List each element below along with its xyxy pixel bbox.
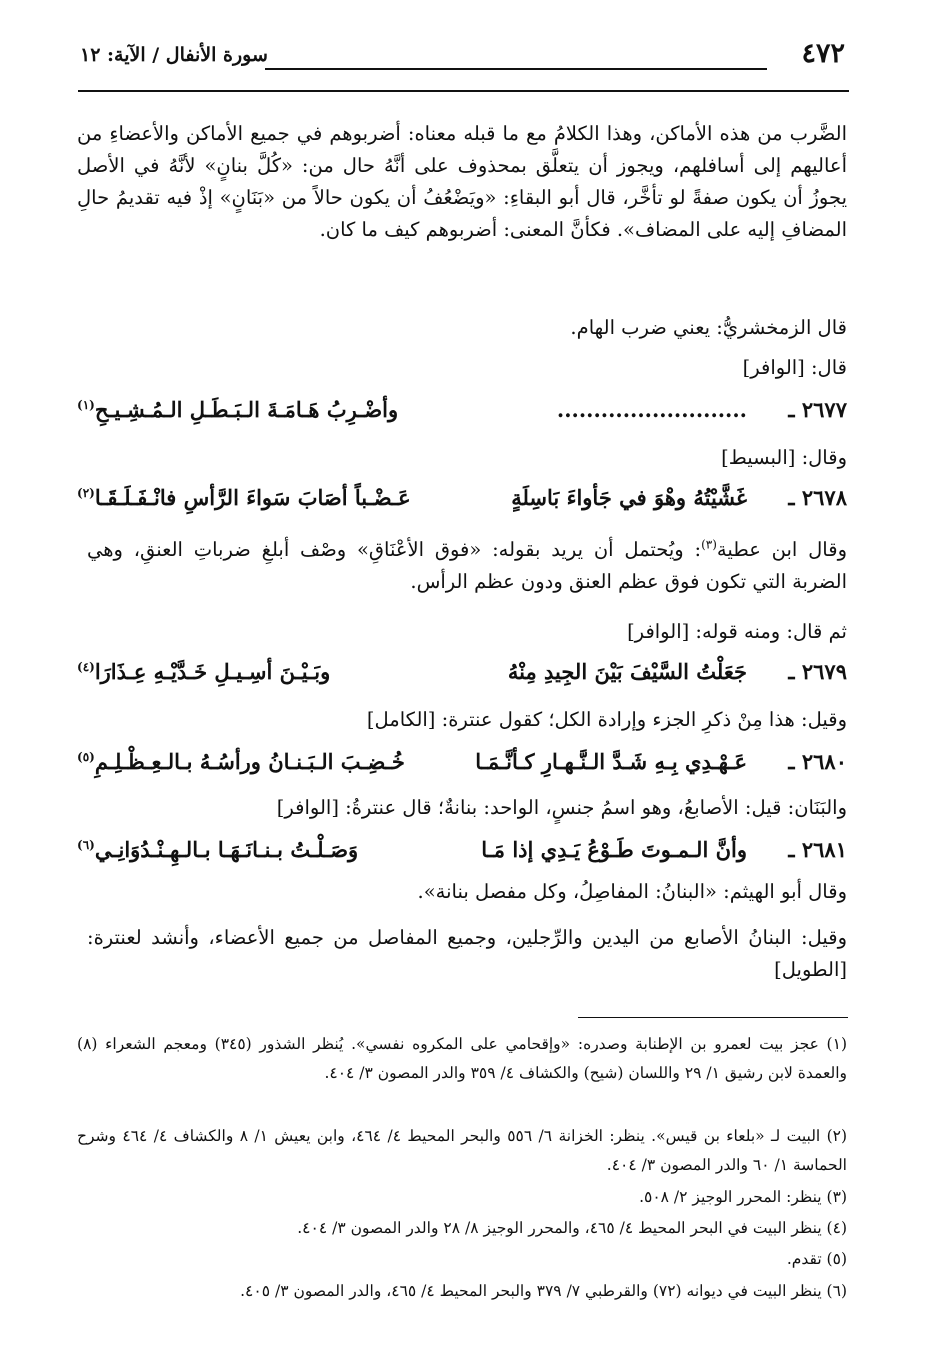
verse-first-hemistich: جَعَلْتُ السَّيْفَ بَيْنَ الجِيدِ مِنْهُ	[507, 659, 747, 684]
paragraph-5	[87, 534, 847, 598]
verse-second-hemistich	[77, 652, 330, 692]
footnote-separator	[578, 1017, 848, 1018]
verse-first-hemistich: ..........................	[556, 397, 747, 422]
paragraph-3: قال: [الوافر]	[742, 356, 847, 379]
verse-first-hemistich: وأنَّ الـمـوتَ طَـوْعُ يَـدِي إذا مَـا	[481, 837, 747, 862]
sura-heading: سورة الأنفال / الآية: ١٢	[80, 44, 268, 66]
verse-2680	[77, 742, 847, 782]
paragraph-4: وقال: [البسيط]	[721, 446, 847, 469]
verse-2681	[77, 830, 847, 870]
verse-second-hemistich	[77, 830, 358, 870]
verse-number: ٢٦٨١ ـ	[788, 837, 847, 862]
verse-first-hemistich: غَشَّيْتُهُ وهْوَ في جَأواءَ بَاسِلَةٍ	[511, 485, 747, 510]
verse-second-hemistich	[77, 390, 398, 430]
verse-second-hemistich	[77, 742, 405, 782]
footnote-ref: (٣)	[701, 537, 717, 552]
footnote-4: (٤) ينظر البيت في البحر المحيط ٤/ ٤٦٥، والمحرر الوجيز ٨/ ٢٨ والدر المصون ٣/ ٤٠٤.	[297, 1219, 847, 1237]
verse-text: وبَـيْـنَ أسِـيـلِ خَـدَّيْـهِ عِـذَارَا	[94, 659, 331, 684]
verse-second-hemistich	[77, 478, 411, 518]
footnote-3: (٣) ينظر: المحرر الوجيز ٢/ ٥٠٨.	[639, 1188, 847, 1206]
verse-2678	[77, 478, 847, 518]
footnote-ref: (٢)	[77, 486, 95, 500]
paragraph-10: وقيل: البنانُ الأصابع من اليدين والرِّجلين، وجميع المفاصل من جميع الأعضاء، وأنشد لعنترة: [الطويل]	[87, 926, 847, 981]
paragraph-5-rest: : ويُحتمل أن يريد بقوله: «فوق الأعْنَاقِ» وصْف أبلغِ ضرباتِ العنقِ، وهي الضربة التي تكون فوق عظم العنق ودون عظم الرأس.	[87, 538, 847, 593]
page-number: ٤٧٢	[801, 38, 845, 69]
verse-first-hemistich: عَـهْـدِي بِـهِ شَـدَّ الـنَّـهـارِ كـأنَّـمَـا	[475, 749, 747, 774]
verse-number: ٢٦٨٠ ـ	[788, 749, 847, 774]
verse-text: خُـضِـبَ الـبَـنـانُ ورأسُـهُ بـالـعِـظْـلِـمِ	[94, 749, 405, 774]
verse-2677	[77, 390, 847, 430]
verse-text: عَـضْـباً أصَابَ سَواءَ الرَّأسِ فانْـفَـلَـقَـا	[94, 485, 411, 510]
paragraph-1: الضَّرب من هذه الأماكن، وهذا الكلامُ مع ما قبله معناه: أضربوهم في جميع الأماكن والأعضاءِ من أعاليهم إلى أسافلهم، ويجوز أن يتعلَّق بمحذوف على أنَّهُ حال من: «كُلَّ بنانٍ» لأنَّهُ في الأصل يجوزُ أن يكون صفةً لو تأخَّر، قال أبو البقاءِ: «ويَضْعُفُ أن يكون حالاً من «بَنَانٍ» إذْ فيه تقديمُ حالِ المضافِ إليه على المضاف». فكأنَّ المعنى: أضربوهم كيف ما كان.	[77, 122, 847, 241]
footnote-ref: (٤)	[77, 660, 95, 674]
paragraph-9: وقال أبو الهيثم: «البنانُ: المفاصِلُ، وكل مفصل بنانة».	[417, 880, 847, 903]
verse-number: ٢٦٧٧ ـ	[788, 397, 847, 422]
verse-text: وَصَـلْـتُ بـنـانَـهَـا بـالـهِـنْـدُوَانِـي	[94, 837, 359, 862]
header-rule	[78, 90, 849, 92]
footnote-5: (٥) تقدم.	[786, 1250, 847, 1268]
footnote-ref: (١)	[77, 398, 95, 412]
footnote-ref: (٦)	[77, 838, 95, 852]
verse-number: ٢٦٧٨ ـ	[788, 485, 847, 510]
paragraph-6: ثم قال: ومنه قوله: [الوافر]	[627, 620, 847, 643]
footnote-ref: (٥)	[77, 750, 95, 764]
paragraph-8: والبَنَان: قيل: الأصابعُ، وهو اسمُ جنسٍ، الواحد: بنانةٌ؛ قال عنترةُ: [الوافر]	[276, 796, 847, 819]
header-line	[265, 68, 767, 70]
paragraph-7: وقيل: هذا مِنْ ذكرِ الجزء وإرادة الكل؛ كقول عنترة: [الكامل]	[366, 708, 847, 731]
verse-text: وأضْـرِبُ هَـامَـةَ الـبَـطَـلِ الـمُـشِـيـحِ	[94, 397, 399, 422]
footnote-6: (٦) ينظر البيت في ديوانه (٧٢) والقرطبي ٧/ ٣٧٩ والبحر المحيط ٤/ ٤٦٥، والدر المصون ٣/ ٤٠٥.	[240, 1282, 847, 1300]
footnote-2: (٢) البيت لـ «بلعاء بن قيس». ينظر: الخزانة ٦/ ٥٥٦ والبحر المحيط ٤/ ٤٦٤، وابن يعيش ١/ ٨ والكشاف ٤/ ٤٦٤ وشرح الحماسة ١/ ٦٠ والدر المصون ٣/ ٤٠٤.	[77, 1127, 848, 1174]
verse-number: ٢٦٧٩ ـ	[788, 659, 847, 684]
paragraph-5-start: وقال ابن عطية	[716, 538, 847, 561]
verse-2679	[77, 652, 847, 692]
paragraph-2: قال الزمخشريُّ: يعني ضرب الهام.	[570, 316, 847, 339]
footnote-1: (١) عجز بيت لعمرو بن الإطنابة وصدره: «وإقحامي على المكروه نفسي». يُنظر الشذور (٣٤٥) ومعجم الشعراء (٨) والعمدة لابن رشيق ١/ ٢٩ واللسان (شيح) والكشاف ٤/ ٣٥٩ والدر المصون ٣/ ٤٠٤.	[77, 1035, 847, 1082]
